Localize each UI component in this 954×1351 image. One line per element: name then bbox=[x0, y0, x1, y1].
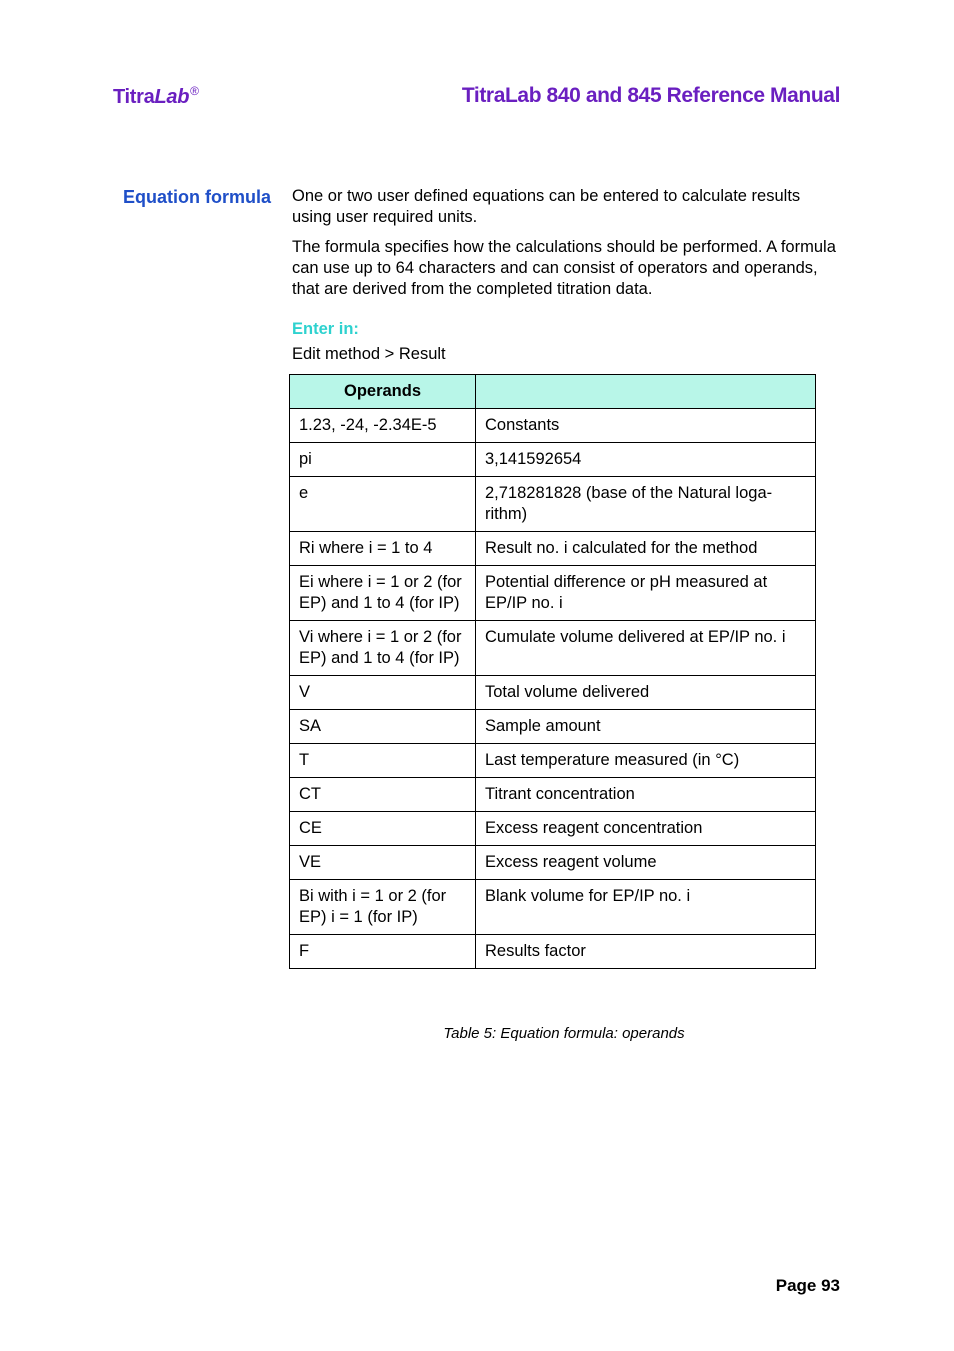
table-body bbox=[290, 409, 816, 969]
description-cell: 3,141592654 bbox=[476, 443, 816, 477]
table-row bbox=[290, 880, 816, 935]
operand-cell: F bbox=[290, 935, 476, 969]
operand-cell: Ri where i = 1 to 4 bbox=[290, 532, 476, 566]
description-cell: Potential difference or pH measured at EP/IP no. i bbox=[476, 566, 816, 621]
table-row bbox=[290, 532, 816, 566]
brand-titra: Titra bbox=[113, 86, 155, 108]
operands-table bbox=[289, 374, 816, 969]
table-row bbox=[290, 477, 816, 532]
description-cell: Blank volume for EP/IP no. i bbox=[476, 880, 816, 935]
operand-cell: 1.23, -24, -2.34E-5 bbox=[290, 409, 476, 443]
description-cell: Cumulate volume delivered at EP/IP no. i bbox=[476, 621, 816, 676]
table-row bbox=[290, 710, 816, 744]
table-row bbox=[290, 778, 816, 812]
operand-cell: e bbox=[290, 477, 476, 532]
operand-cell: Vi where i = 1 or 2 (for EP) and 1 to 4 (for IP) bbox=[290, 621, 476, 676]
operand-cell: pi bbox=[290, 443, 476, 477]
description-cell: Excess reagent concentration bbox=[476, 812, 816, 846]
manual-title: TitraLab 840 and 845 Reference Manual bbox=[461, 84, 840, 107]
brand-lab: Lab bbox=[154, 86, 190, 108]
table-row bbox=[290, 621, 816, 676]
description-cell: Titrant concentration bbox=[476, 778, 816, 812]
table-row bbox=[290, 744, 816, 778]
description-cell: Excess reagent volume bbox=[476, 846, 816, 880]
menu-path: Edit method > Result bbox=[292, 345, 446, 363]
operand-cell: V bbox=[290, 676, 476, 710]
description-cell: Sample amount bbox=[476, 710, 816, 744]
table-row bbox=[290, 676, 816, 710]
description-cell: Total volume delivered bbox=[476, 676, 816, 710]
table-row bbox=[290, 409, 816, 443]
section-title: Equation formula bbox=[123, 187, 271, 207]
page-number: Page 93 bbox=[775, 1276, 840, 1295]
table-row bbox=[290, 812, 816, 846]
description-cell: Result no. i calculated for the method bbox=[476, 532, 816, 566]
table-row bbox=[290, 566, 816, 621]
table-row bbox=[290, 443, 816, 477]
operand-cell: CT bbox=[290, 778, 476, 812]
header-description bbox=[476, 375, 816, 409]
description-cell: 2,718281828 (base of the Natural loga-rithm) bbox=[476, 477, 816, 532]
registered-mark: ® bbox=[190, 84, 199, 98]
description-cell: Constants bbox=[476, 409, 816, 443]
operand-cell: CE bbox=[290, 812, 476, 846]
operand-cell: T bbox=[290, 744, 476, 778]
intro-paragraph: One or two user defined equations can be entered to calculate results using user required units. bbox=[292, 187, 801, 226]
description-cell: Results factor bbox=[476, 935, 816, 969]
brand-logo bbox=[113, 84, 199, 109]
table-row bbox=[290, 846, 816, 880]
table-caption: Table 5: Equation formula: operands bbox=[443, 1025, 685, 1042]
formula-paragraph: The formula specifies how the calculations should be performed. A formula can use up to 64 characters and can consist of operators and operands, that are derived from the completed titration data. bbox=[292, 238, 836, 298]
table-header-row bbox=[290, 375, 816, 409]
operand-cell: VE bbox=[290, 846, 476, 880]
description-cell: Last temperature measured (in °C) bbox=[476, 744, 816, 778]
operand-cell: Ei where i = 1 or 2 (for EP) and 1 to 4 (for IP) bbox=[290, 566, 476, 621]
operand-cell: Bi with i = 1 or 2 (for EP) i = 1 (for IP) bbox=[290, 880, 476, 935]
table-row bbox=[290, 935, 816, 969]
operand-cell: SA bbox=[290, 710, 476, 744]
header-operands: Operands bbox=[290, 375, 476, 409]
enter-in-label: Enter in: bbox=[292, 320, 359, 338]
